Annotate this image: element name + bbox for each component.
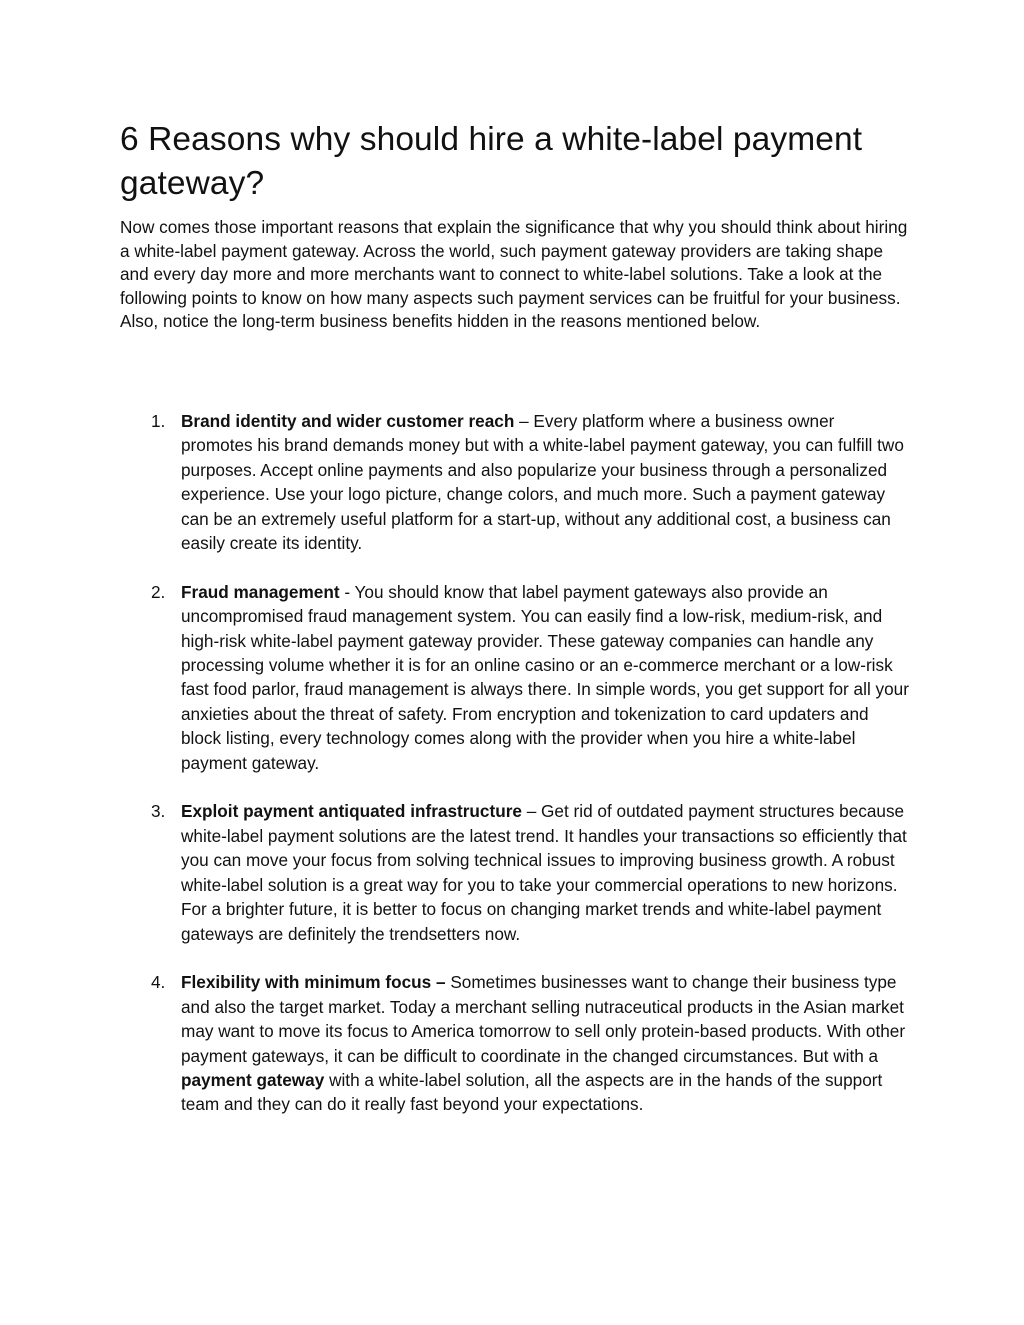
list-item-text-continued: with a white-label solution, all the aspects are in the hands of the support team and they can do it really fast beyond your expectations. [181,1069,883,1115]
intro-paragraph: Now comes those important reasons that explain the significance that why you should think about hiring a white-label payment gateway. Across the world, such payment gateway providers are taking shape and every day more and more merchants want to connect to white-label solutions. Take a look at the following points to know on how many aspects such payment services can be fruitful for your business. Also, notice the long-term business benefits hidden in the reasons mentioned below. [120,217,908,331]
list-item-text: – Get rid of outdated payment structures because white-label payment solutions are the latest trend. It handles your transactions so efficiently that you can move your focus from solving technical issues to improving business growth. A robust white-label solution is a great way for you to take your commercial operations to new horizons. For a brighter future, it is better to focus on changing market trends and white-label payment gateways are definitely the trendsetters now. [181,801,907,944]
list-item-text: Sometimes businesses want to change their business type and also the target market. Today a merchant selling nutraceutical products in the Asian market may want to move its focus to America tomorrow to sell only protein-based products. With other payment gateways, it can be difficult to coordinate in the changed circumstances. But with a [181,972,906,1066]
list-item-heading: Fraud management [181,581,340,602]
list-item-number: 4. [151,972,166,993]
list-item-number: 3. [151,801,166,822]
list-item-heading: Exploit payment antiquated infrastructure [181,801,522,822]
list-item [120,580,910,775]
list-item-text: - You should know that label payment gateways also provide an uncompromised fraud management system. You can easily find a low-risk, medium-risk, and high-risk white-label payment gateway provider. These gateway companies can handle any processing volume whether it is for an online casino or an e-commerce merchant or a low-risk fast food parlor, fraud management is always there. In simple words, you get support for all your anxieties about the threat of safety. From encryption and tokenization to card updaters and block listing, every technology comes along with the provider when you hire a white-label payment gateway. [181,581,909,773]
list-item-text: – Every platform where a business owner promotes his brand demands money but with a white-label payment gateway, you can fulfill two purposes. Accept online payments and also popularize your business through a personalized experience. Use your logo picture, change colors, and much more. Such a payment gateway can be an extremely useful platform for a start-up, without any additional cost, a business can easily create its identity. [181,411,904,554]
reasons-list [120,409,910,1141]
list-item [120,799,910,945]
list-item [120,409,910,555]
list-item [120,970,910,1116]
document-title: 6 Reasons why should hire a white-label payment gateway? [120,121,863,202]
inline-bold-term: payment gateway [181,1069,325,1090]
list-item-heading: Brand identity and wider customer reach [181,411,515,431]
list-item-number: 2. [151,581,166,602]
list-item-number: 1. [151,411,166,431]
list-item-heading: Flexibility with minimum focus – [181,972,446,993]
